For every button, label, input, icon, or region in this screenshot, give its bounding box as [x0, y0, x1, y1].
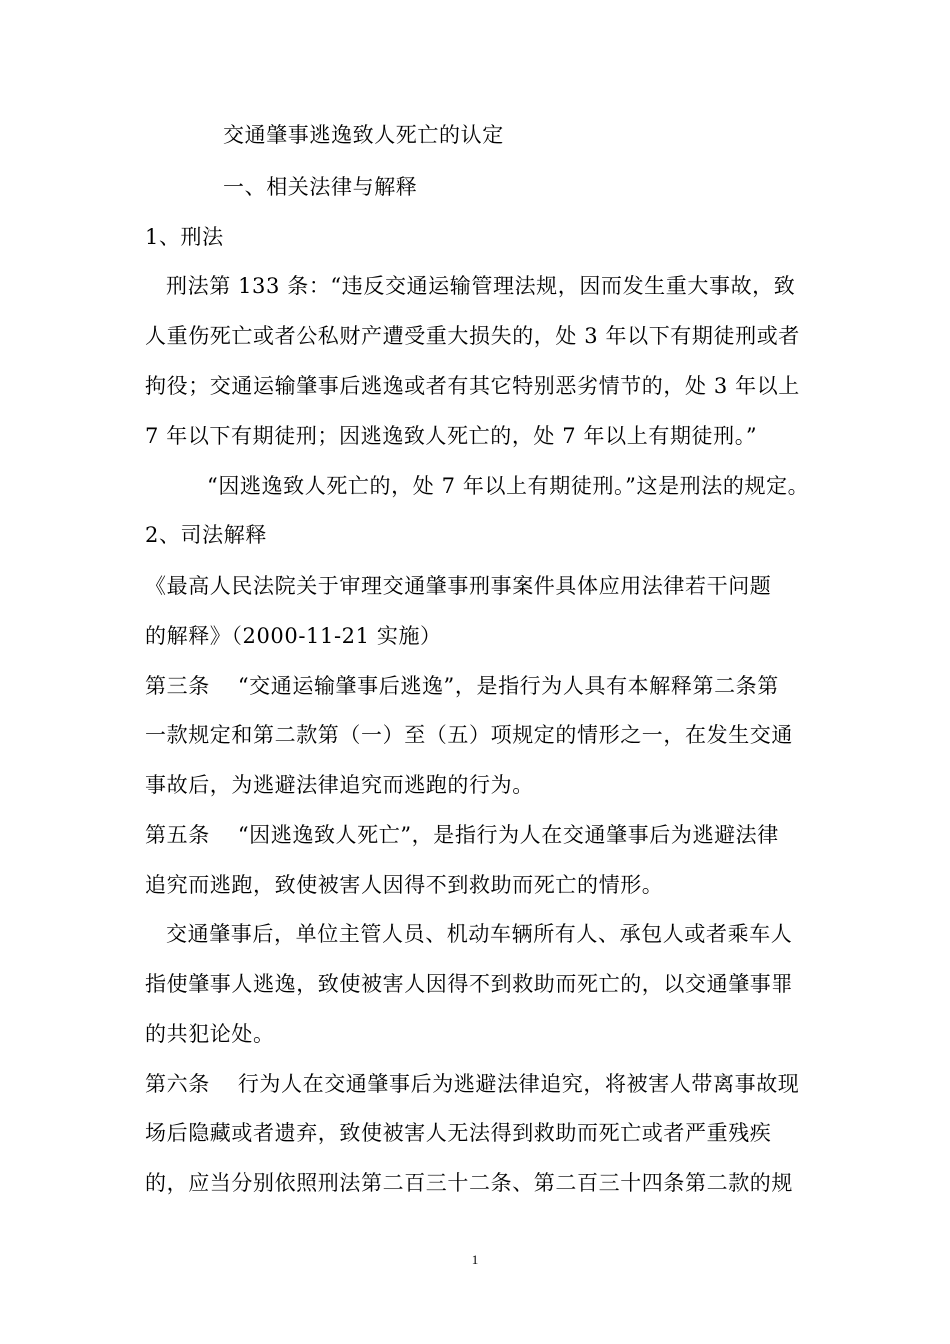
art3-line: 事故后，为逃避法律追究而逃跑的行为。 [145, 773, 534, 797]
art6-line: 场后隐藏或者遗弃，致使被害人无法得到救助而死亡或者严重残疾 [145, 1121, 772, 1145]
art6-line [145, 1070, 810, 1098]
art3-text: “交通运输肇事后逃逸”，是指行为人具有本解释第二条第 [237, 674, 779, 698]
art133-line: 拘役；交通运输肇事后逃逸或者有其它特别恶劣情节的，处 3 年以上 [145, 374, 800, 398]
art3-line [145, 672, 810, 700]
art133-line: 7 年以下有期徒刑；因逃逸致人死亡的，处 7 年以上有期徒刑。” [145, 424, 758, 448]
art133-line: 人重伤死亡或者公私财产遭受重大损失的，处 3 年以下有期徒刑或者 [145, 324, 800, 348]
art5-paragraph2-line: 的共犯论处。 [145, 1022, 275, 1046]
interpretation-title-line: 的解释》（2000-11-21 实施） [145, 624, 442, 648]
art3-line: 一款规定和第二款第（一）至（五）项规定的情形之一，在发生交通 [145, 723, 793, 747]
quote-paragraph: “因逃逸致人死亡的，处 7 年以上有期徒刑。”这是刑法的规定。 [207, 474, 810, 498]
art5-paragraph2-line: 交通肇事后，单位主管人员、机动车辆所有人、承包人或者乘车人 [166, 922, 793, 946]
doc-title: 交通肇事逃逸致人死亡的认定 [223, 123, 504, 147]
art5-line [145, 821, 810, 849]
section-heading: 一、相关法律与解释 [223, 175, 418, 199]
subheading-interpretation: 2、司法解释 [145, 523, 267, 547]
art133-line: 刑法第 133 条：“违反交通运输管理法规，因而发生重大事故，致 [166, 274, 796, 298]
art5-paragraph2-line: 指使肇事人逃逸，致使被害人因得不到救助而死亡的，以交通肇事罪 [145, 972, 793, 996]
art5-label: 第五条 [145, 823, 210, 847]
art5-line: 追究而逃跑，致使被害人因得不到救助而死亡的情形。 [145, 873, 664, 897]
interpretation-title-line: 《最高人民法院关于审理交通肇事刑事案件具体应用法律若干问题 [145, 574, 772, 598]
art6-line: 的，应当分别依照刑法第二百三十二条、第二百三十四条第二款的规 [145, 1171, 793, 1195]
art3-label: 第三条 [145, 674, 210, 698]
page-number: 1 [471, 1252, 479, 1267]
subheading-criminal-law: 1、刑法 [145, 225, 224, 249]
art6-label: 第六条 [145, 1072, 210, 1096]
art6-text: 行为人在交通肇事后为逃避法律追究，将被害人带离事故现 [237, 1072, 800, 1096]
art5-text: “因逃逸致人死亡”，是指行为人在交通肇事后为逃避法律 [237, 823, 779, 847]
